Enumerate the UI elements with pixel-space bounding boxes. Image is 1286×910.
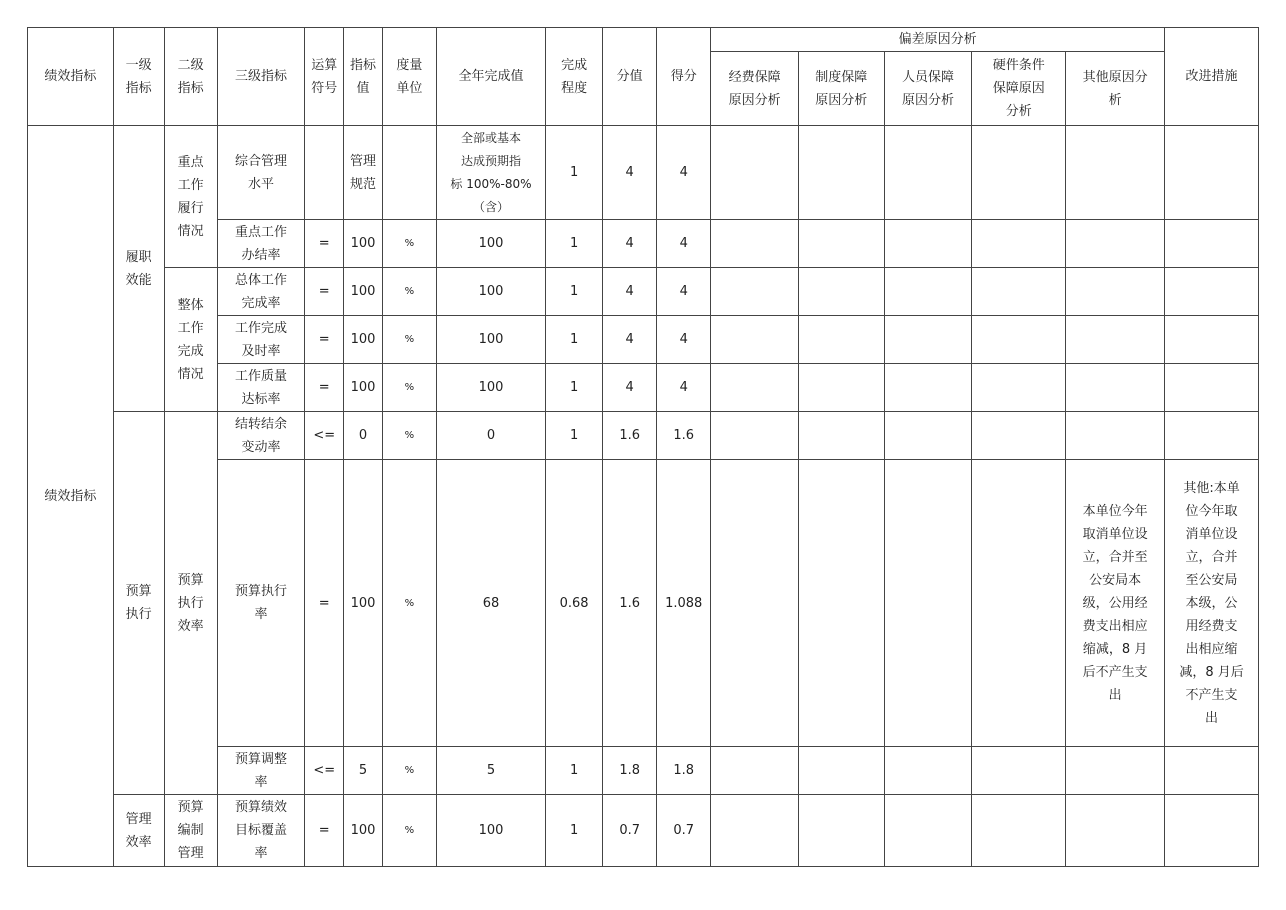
header-deviation-group: 偏差原因分析 [711, 28, 1165, 52]
improvement-cell [1165, 795, 1259, 867]
target-cell: 100 [344, 364, 383, 412]
other-reason-cell [1066, 412, 1165, 460]
personnel-cell [884, 412, 972, 460]
score-cell: 4 [657, 220, 711, 268]
funding-cell [711, 460, 799, 747]
operator-cell: <= [305, 747, 344, 795]
funding-cell [711, 747, 799, 795]
unit-cell: % [382, 364, 436, 412]
annual-cell: 0 [436, 412, 545, 460]
personnel-cell [884, 747, 972, 795]
improvement-cell [1165, 747, 1259, 795]
unit-cell: % [382, 795, 436, 867]
score-cell: 1.8 [657, 747, 711, 795]
operator-cell: = [305, 220, 344, 268]
personnel-cell [884, 460, 972, 747]
header-hardware: 硬件条件 保障原因 分析 [972, 52, 1066, 126]
degree-cell: 1 [546, 316, 603, 364]
personnel-cell [884, 268, 972, 316]
personnel-cell [884, 220, 972, 268]
level1-budget: 预算 执行 [113, 412, 164, 795]
level3-cell: 预算执行 率 [217, 460, 305, 747]
table-row [28, 268, 1259, 316]
hardware-cell [972, 220, 1066, 268]
funding-cell [711, 220, 799, 268]
operator-cell: = [305, 795, 344, 867]
other-reason-cell [1066, 316, 1165, 364]
funding-cell [711, 126, 799, 220]
improvement-cell [1165, 268, 1259, 316]
header-level2: 二级 指标 [164, 28, 217, 126]
header-unit: 度量 单位 [382, 28, 436, 126]
unit-cell: % [382, 747, 436, 795]
level1-performance: 履职 效能 [113, 126, 164, 412]
system-cell [798, 220, 884, 268]
points-cell: 1.6 [603, 460, 657, 747]
annual-cell: 全部或基本 达成预期指 标 100%-80% （含） [436, 126, 545, 220]
unit-cell: % [382, 220, 436, 268]
header-annual: 全年完成值 [436, 28, 545, 126]
header-score: 得分 [657, 28, 711, 126]
improvement-cell [1165, 220, 1259, 268]
header-other: 其他原因分 析 [1066, 52, 1165, 126]
degree-cell: 1 [546, 126, 603, 220]
target-cell: 100 [344, 220, 383, 268]
improvement-cell [1165, 412, 1259, 460]
table-row [28, 795, 1259, 867]
system-cell [798, 412, 884, 460]
other-reason-cell [1066, 220, 1165, 268]
operator-cell [305, 126, 344, 220]
unit-cell: % [382, 460, 436, 747]
other-reason-cell [1066, 364, 1165, 412]
funding-cell [711, 316, 799, 364]
unit-cell [382, 126, 436, 220]
system-cell [798, 364, 884, 412]
header-improve: 改进措施 [1165, 28, 1259, 126]
system-cell [798, 316, 884, 364]
table-row [28, 412, 1259, 460]
personnel-cell [884, 316, 972, 364]
hardware-cell [972, 126, 1066, 220]
points-cell: 4 [603, 126, 657, 220]
improvement-cell: 其他:本单 位今年取 消单位设 立，合并 至公安局 本级，公 用经费支 出相应缩 减，8 月后 不产生支 出 [1165, 460, 1259, 747]
points-cell: 4 [603, 268, 657, 316]
points-cell: 4 [603, 364, 657, 412]
target-cell: 100 [344, 795, 383, 867]
level3-cell: 总体工作 完成率 [217, 268, 305, 316]
improvement-cell [1165, 126, 1259, 220]
hardware-cell [972, 364, 1066, 412]
annual-cell: 100 [436, 268, 545, 316]
score-cell: 1.088 [657, 460, 711, 747]
score-cell: 0.7 [657, 795, 711, 867]
annual-cell: 100 [436, 364, 545, 412]
level3-cell: 综合管理 水平 [217, 126, 305, 220]
header-operator: 运算 符号 [305, 28, 344, 126]
level3-cell: 结转结余 变动率 [217, 412, 305, 460]
table-row [28, 126, 1259, 220]
header-level1: 一级 指标 [113, 28, 164, 126]
degree-cell: 1 [546, 268, 603, 316]
system-cell [798, 126, 884, 220]
header-system: 制度保障 原因分析 [798, 52, 884, 126]
degree-cell: 0.68 [546, 460, 603, 747]
level2-overall-work: 整体 工作 完成 情况 [164, 268, 217, 412]
other-reason-cell [1066, 268, 1165, 316]
score-cell: 4 [657, 126, 711, 220]
level3-cell: 预算调整 率 [217, 747, 305, 795]
annual-cell: 5 [436, 747, 545, 795]
annual-cell: 100 [436, 316, 545, 364]
level2-budget-plan: 预算 编制 管理 [164, 795, 217, 867]
header-points: 分值 [603, 28, 657, 126]
system-cell [798, 795, 884, 867]
score-cell: 4 [657, 268, 711, 316]
degree-cell: 1 [546, 795, 603, 867]
improvement-cell [1165, 316, 1259, 364]
points-cell: 1.6 [603, 412, 657, 460]
level3-cell: 重点工作 办结率 [217, 220, 305, 268]
target-cell: 5 [344, 747, 383, 795]
hardware-cell [972, 460, 1066, 747]
header-level3: 三级指标 [217, 28, 305, 126]
operator-cell: = [305, 364, 344, 412]
score-cell: 4 [657, 316, 711, 364]
operator-cell: = [305, 460, 344, 747]
degree-cell: 1 [546, 364, 603, 412]
degree-cell: 1 [546, 220, 603, 268]
unit-cell: % [382, 316, 436, 364]
system-cell [798, 747, 884, 795]
funding-cell [711, 268, 799, 316]
personnel-cell [884, 795, 972, 867]
hardware-cell [972, 268, 1066, 316]
operator-cell: <= [305, 412, 344, 460]
other-reason-cell [1066, 747, 1165, 795]
annual-cell: 100 [436, 795, 545, 867]
target-cell: 100 [344, 460, 383, 747]
system-cell [798, 460, 884, 747]
funding-cell [711, 364, 799, 412]
level2-budget-efficiency: 预算 执行 效率 [164, 412, 217, 795]
hardware-cell [972, 795, 1066, 867]
hardware-cell [972, 747, 1066, 795]
header-row-1 [28, 28, 1259, 52]
level3-cell: 预算绩效 目标覆盖 率 [217, 795, 305, 867]
score-cell: 1.6 [657, 412, 711, 460]
header-target: 指标 值 [344, 28, 383, 126]
hardware-cell [972, 316, 1066, 364]
personnel-cell [884, 126, 972, 220]
annual-cell: 68 [436, 460, 545, 747]
points-cell: 1.8 [603, 747, 657, 795]
indicator-cell: 绩效指标 [28, 126, 114, 867]
funding-cell [711, 412, 799, 460]
operator-cell: = [305, 316, 344, 364]
target-cell: 100 [344, 316, 383, 364]
target-cell: 0 [344, 412, 383, 460]
level2-key-work: 重点 工作 履行 情况 [164, 126, 217, 268]
points-cell: 0.7 [603, 795, 657, 867]
level1-mgmt: 管理 效率 [113, 795, 164, 867]
other-reason-cell [1066, 126, 1165, 220]
level3-cell: 工作完成 及时率 [217, 316, 305, 364]
degree-cell: 1 [546, 747, 603, 795]
operator-cell: = [305, 268, 344, 316]
improvement-cell [1165, 364, 1259, 412]
funding-cell [711, 795, 799, 867]
header-personnel: 人员保障 原因分析 [884, 52, 972, 126]
points-cell: 4 [603, 316, 657, 364]
header-indicator: 绩效指标 [28, 28, 114, 126]
annual-cell: 100 [436, 220, 545, 268]
points-cell: 4 [603, 220, 657, 268]
hardware-cell [972, 412, 1066, 460]
degree-cell: 1 [546, 412, 603, 460]
performance-table [27, 27, 1259, 867]
level3-cell: 工作质量 达标率 [217, 364, 305, 412]
other-reason-cell [1066, 795, 1165, 867]
target-cell: 100 [344, 268, 383, 316]
unit-cell: % [382, 412, 436, 460]
header-degree: 完成 程度 [546, 28, 603, 126]
target-cell: 管理 规范 [344, 126, 383, 220]
other-reason-cell: 本单位今年 取消单位设 立，合并至 公安局本 级，公用经 费支出相应 缩减，8 月 后不产生支 出 [1066, 460, 1165, 747]
header-funding: 经费保障 原因分析 [711, 52, 799, 126]
unit-cell: % [382, 268, 436, 316]
system-cell [798, 268, 884, 316]
personnel-cell [884, 364, 972, 412]
score-cell: 4 [657, 364, 711, 412]
